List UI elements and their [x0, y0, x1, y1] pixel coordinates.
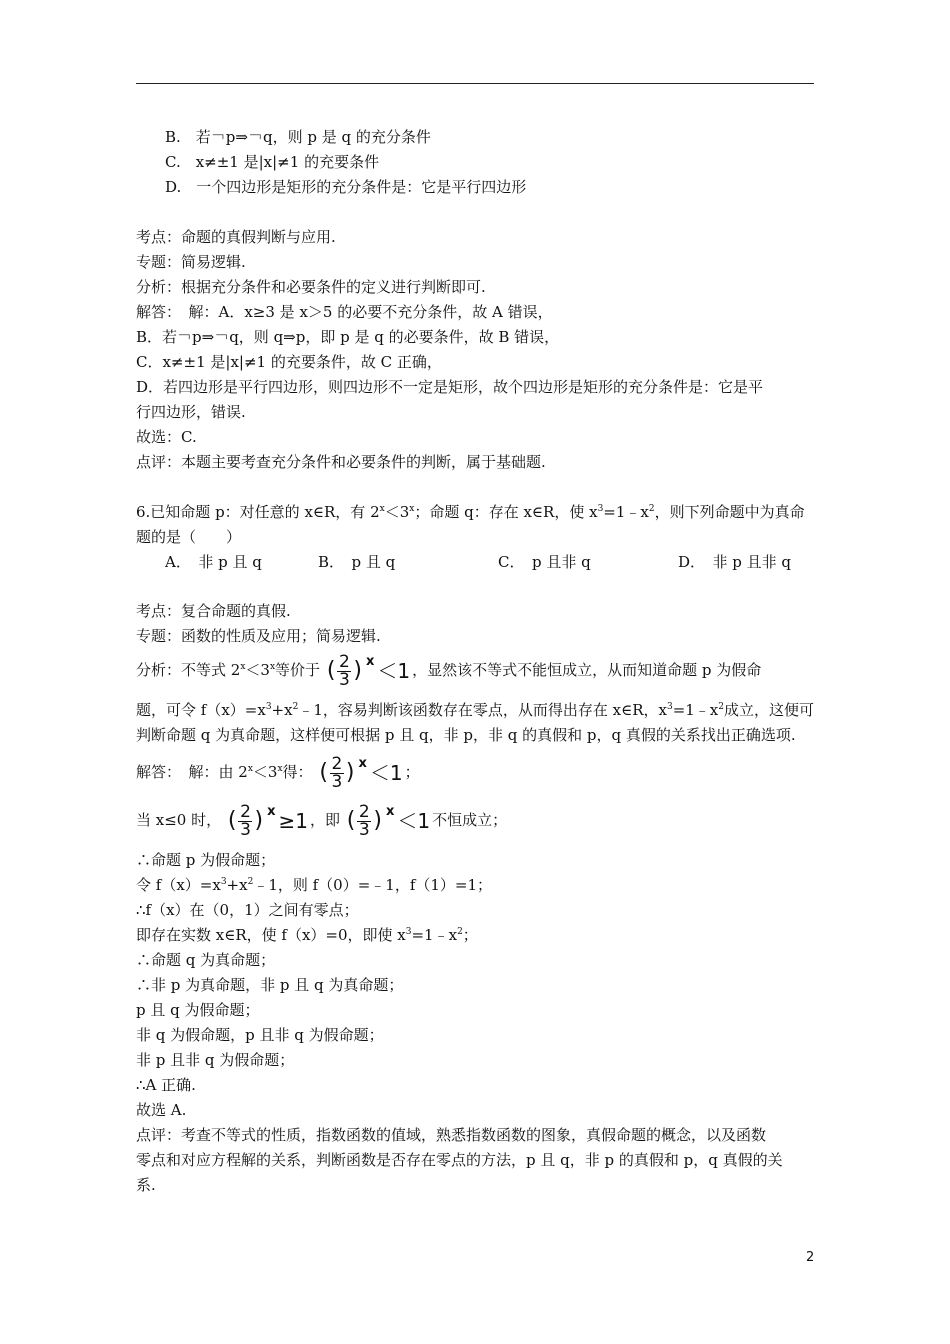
q6-option-b: B． p 且 q: [318, 553, 396, 571]
q6-line-2: 令 $f(x)=x^3+x^2﹣1$，则 f（0）=﹣1，f（1）=1；: [136, 876, 493, 894]
q6-stem-1: 6.已知命题 p：对任意的 x∈R，有 $2^x<3^x$；命题 q：存在 x∈R，使 $x^3=1﹣x^2$，则下列命题中为真命: [136, 503, 805, 521]
q5-jieda-5: 行四边形，错误.: [136, 403, 246, 421]
option-b: B. 若￢p⇒￢q，则 p 是 q 的充分条件: [165, 128, 431, 146]
q5-jieda-3: C．x≠±1 是|x|≠1 的充要条件，故 C 正确，: [136, 353, 442, 371]
header-rule: [136, 83, 814, 84]
q5-zhuanti: 专题：简易逻辑.: [136, 253, 246, 271]
q6-dianping-2: 零点和对应方程解的关系，判断函数是否存在零点的方法，p 且 q，非 p 的真假和 p，q 真假的关: [136, 1151, 783, 1169]
q5-fenxi: 分析：根据充分条件和必要条件的定义进行判断即可.: [136, 278, 486, 296]
q6-fenxi-1: 分析：不等式 $2^x<3^x$等价于 ( 2 3 ) x ＜1 ，显然该不等式不能恒成立，从而知道命题 p 为假命: [136, 651, 762, 690]
q5-jieda-4: D．若四边形是平行四边形，则四边形不一定是矩形，故个四边形是矩形的充分条件是：它是平: [136, 378, 764, 396]
q6-line-9: 非 p 且非 q 为假命题；: [136, 1051, 295, 1069]
fraction-expression: ( 2 3 ) x ＜1: [326, 651, 411, 690]
q5-kaodian: 考点：命题的真假判断与应用.: [136, 228, 336, 246]
page-number: 2: [806, 1250, 815, 1265]
q6-stem-2: 题的是（ ）: [136, 528, 242, 546]
q6-dianping-1: 点评：考查不等式的性质，指数函数的值域，熟悉指数函数的图象，真假命题的概念，以及函数: [136, 1126, 767, 1144]
q6-jieda-1: 解答： 解：由 $2^x<3^x$得： ( 2 3 ) x ＜1 ；: [136, 753, 420, 792]
q5-jieda-2: B．若￢p⇒￢q，则 q⇒p，即 p 是 q 的必要条件，故 B 错误，: [136, 328, 560, 346]
q5-guxuan: 故选：C.: [136, 428, 197, 446]
q6-guxuan: 故选 A.: [136, 1101, 187, 1119]
q6-line-5: ∴命题 q 为真命题；: [136, 951, 276, 969]
q6-line-10: ∴A 正确.: [136, 1076, 196, 1094]
q5-dianping: 点评：本题主要考查充分条件和必要条件的判断，属于基础题.: [136, 453, 546, 471]
option-c: C. x≠±1 是|x|≠1 的充要条件: [165, 153, 380, 171]
q6-line-4: 即存在实数 x∈R，使 f（x）=0，即使 $x^3=1﹣x^2$；: [136, 926, 478, 944]
option-d: D. 一个四边形是矩形的充分条件是：它是平行四边形: [165, 178, 527, 196]
q6-dang: 当 x≤0 时， ( 2 3 ) x ≥1 ，即 ( 2 3 ) x ＜1 不恒成立；: [136, 801, 508, 840]
q6-zhuanti: 专题：函数的性质及应用；简易逻辑.: [136, 627, 381, 645]
q6-line-7: p 且 q 为假命题；: [136, 1001, 260, 1019]
fraction-expression: ( 2 3 ) x ≥1: [227, 801, 308, 840]
q6-line-6: ∴非 p 为真命题，非 p 且 q 为真命题；: [136, 976, 404, 994]
fraction-expression: ( 2 3 ) x ＜1: [319, 753, 403, 792]
q6-dianping-3: 系.: [136, 1176, 156, 1194]
q6-line-3: ∴f（x）在（0，1）之间有零点；: [136, 901, 359, 919]
q6-option-d: D． 非 p 且非 q: [678, 553, 792, 571]
q5-jieda-1: 解答： 解：A．x≥3 是 x＞5 的必要不充分条件，故 A 错误，: [136, 303, 553, 321]
fraction-expression: ( 2 3 ) x ＜1: [346, 801, 431, 840]
q6-option-a: A． 非 p 且 q: [165, 553, 262, 571]
q6-fenxi-3: 判断命题 q 为真命题，这样便可根据 p 且 q，非 p，非 q 的真假和 p，q 真假的关系找出正确选项.: [136, 726, 796, 744]
q6-fenxi-2: 题，可令 $f(x)=x^3+x^2﹣1$，容易判断该函数存在零点，从而得出存在 x∈R，$x^3=1﹣x^2$成立，这便可: [136, 701, 815, 719]
q6-line-8: 非 q 为假命题，p 且非 q 为假命题；: [136, 1026, 384, 1044]
q6-option-c: C． p 且非 q: [498, 553, 591, 571]
q6-line-1: ∴命题 p 为假命题；: [136, 851, 276, 869]
q6-kaodian: 考点：复合命题的真假.: [136, 602, 291, 620]
